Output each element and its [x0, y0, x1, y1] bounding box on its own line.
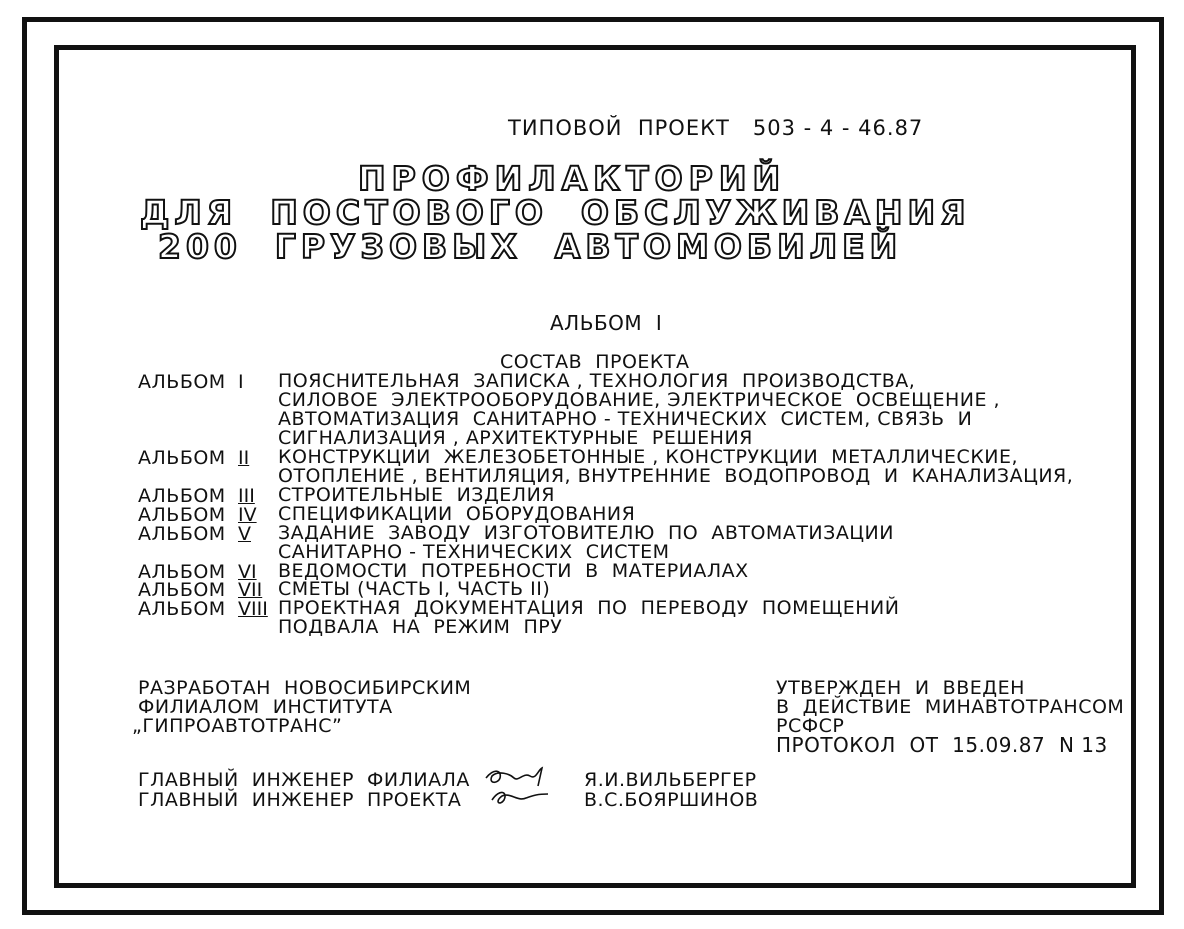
approval-line: В ДЕЙСТВИЕ МИНАВТОТРАНСОМ	[776, 696, 1125, 718]
approval-line: УТВЕРЖДЕН И ВВЕДЕН	[776, 677, 1025, 699]
album-key: АЛЬБОМ	[138, 523, 226, 545]
album-line: САНИТАРНО - ТЕХНИЧЕСКИХ СИСТЕМ	[278, 541, 670, 563]
album-number: VIII	[238, 598, 268, 620]
title-line-2: ДЛЯ ПОСТОВОГО ОБСЛУЖИВАНИЯ	[140, 193, 971, 232]
album-line: ВЕДОМОСТИ ПОТРЕБНОСТИ В МАТЕРИАЛАХ	[278, 560, 749, 582]
signatory-name: Я.И.ВИЛЬБЕРГЕР	[584, 769, 757, 791]
album-line: АВТОМАТИЗАЦИЯ САНИТАРНО - ТЕХНИЧЕСКИХ СИСТЕМ, СВЯЗЬ И	[278, 408, 973, 430]
album-number: VII	[238, 579, 263, 601]
signatory-name: В.С.БОЯРШИНОВ	[584, 789, 759, 811]
album-number: I	[238, 371, 244, 393]
album-key: АЛЬБОМ	[138, 504, 226, 526]
album-number: IV	[238, 504, 257, 526]
signature-role: ГЛАВНЫЙ ИНЖЕНЕР ФИЛИАЛА	[138, 769, 470, 791]
album-key: АЛЬБОМ	[138, 598, 226, 620]
album-line: ПОДВАЛА НА РЕЖИМ ПРУ	[278, 616, 563, 638]
album-line: ОТОПЛЕНИЕ , ВЕНТИЛЯЦИЯ, ВНУТРЕННИЕ ВОДОПРОВОД И КАНАЛИЗАЦИЯ,	[278, 465, 1074, 487]
album-label: АЛЬБОМ I	[550, 311, 663, 335]
album-line: ПРОЕКТНАЯ ДОКУМЕНТАЦИЯ ПО ПЕРЕВОДУ ПОМЕЩЕНИЙ	[278, 597, 900, 619]
approval-line: ПРОТОКОЛ ОТ 15.09.87 N 13	[776, 733, 1108, 757]
album-number: III	[238, 485, 255, 507]
album-line: СТРОИТЕЛЬНЫЕ ИЗДЕЛИЯ	[278, 484, 556, 506]
title-line-3: 200 ГРУЗОВЫХ АВТОМОБИЛЕЙ	[158, 227, 903, 266]
signature-role: ГЛАВНЫЙ ИНЖЕНЕР ПРОЕКТА	[138, 789, 462, 811]
album-line: СИГНАЛИЗАЦИЯ , АРХИТЕКТУРНЫЕ РЕШЕНИЯ	[278, 427, 753, 449]
album-line: СПЕЦИФИКАЦИИ ОБОРУДОВАНИЯ	[278, 503, 636, 525]
album-line: ПОЯСНИТЕЛЬНАЯ ЗАПИСКА , ТЕХНОЛОГИЯ ПРОИЗВОДСТВА,	[278, 370, 916, 392]
composition-heading: СОСТАВ ПРОЕКТА	[500, 351, 690, 373]
album-key: АЛЬБОМ	[138, 579, 226, 601]
album-number: V	[238, 523, 251, 545]
album-number: II	[238, 447, 250, 469]
approval-line: РСФСР	[776, 715, 845, 737]
album-key: АЛЬБОМ	[138, 485, 226, 507]
album-key: АЛЬБОМ	[138, 371, 226, 393]
album-line: СИЛОВОЕ ЭЛЕКТРООБОРУДОВАНИЕ, ЭЛЕКТРИЧЕСКОЕ ОСВЕЩЕНИЕ ,	[278, 389, 1001, 411]
developer-line: РАЗРАБОТАН НОВОСИБИРСКИМ	[138, 677, 472, 699]
developer-line: „ГИПРОАВТОТРАНС”	[132, 715, 343, 737]
developer-line: ФИЛИАЛОМ ИНСТИТУТА	[138, 696, 393, 718]
album-key: АЛЬБОМ	[138, 447, 226, 469]
album-line: КОНСТРУКЦИИ ЖЕЛЕЗОБЕТОННЫЕ , КОНСТРУКЦИИ МЕТАЛЛИЧЕСКИЕ,	[278, 446, 1019, 468]
album-line: ЗАДАНИЕ ЗАВОДУ ИЗГОТОВИТЕЛЮ ПО АВТОМАТИЗАЦИИ	[278, 522, 894, 544]
title-line-1: ПРОФИЛАКТОРИЙ	[358, 159, 787, 198]
handwritten-signature	[480, 764, 560, 810]
album-line: СМЕТЫ (ЧАСТЬ I, ЧАСТЬ II)	[278, 578, 551, 600]
type-project-number: ТИПОВОЙ ПРОЕКТ 503 - 4 - 46.87	[508, 116, 924, 140]
album-number: VI	[238, 561, 257, 583]
album-key: АЛЬБОМ	[138, 561, 226, 583]
